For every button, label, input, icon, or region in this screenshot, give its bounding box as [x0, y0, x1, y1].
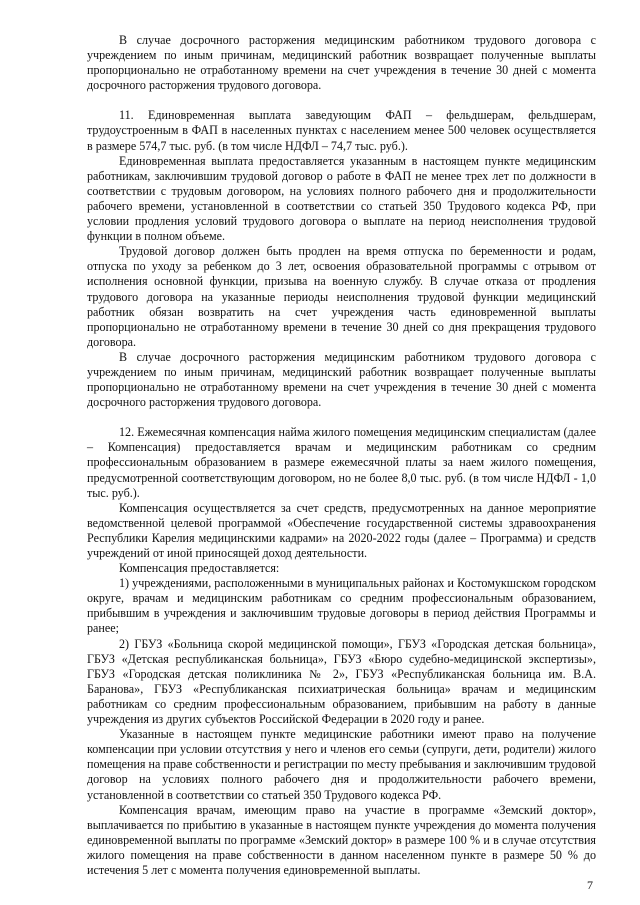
paragraph-item-11: 11. Единовременная выплата заведующим ФАП – фельдшерам, фельдшерам, трудоустроенным в ФАП в населенных пунктах с населением менее 500 человек осуществляется в размере 574,7 тыс. руб. (в том числе НДФЛ – 74,7 тыс. руб.). — [87, 108, 596, 153]
paragraph-gap — [87, 93, 596, 108]
paragraph-item-11-conditions: Единовременная выплата предоставляется указанным в настоящем пункте медицинским работникам, заключившим трудовой договор о работе в ФАП не менее трех лет по должности в соответствии с трудовым договором, на условиях полного рабочего дня и продолжительности рабочего времени, установленной в соответствии со статьей 350 Трудового кодекса РФ, при условии продления условий трудового договора о выплате на период неисполнения трудовой функции в полном объеме. — [87, 153, 596, 244]
page-number: 7 — [587, 878, 593, 892]
paragraph-item-11-extension: Трудовой договор должен быть продлен на время отпуска по беременности и родам, отпуска по уходу за ребенком до 3 лет, освоения образовательной программы с отрывом от исполнения основной функции, призыва на военную службу. В случае отказа от продления трудового договора на указанные периоды неисполнения трудовой функции медицинский работник обязан возвратить на счет учреждения часть единовременной выплаты пропорционально не отработанному времени в течение 30 дней со дня прекращения трудового договора. — [87, 244, 596, 349]
paragraph-early-termination-1: В случае досрочного расторжения медицинским работником трудового договора с учреждением по иным причинам, медицинский работник возвращает полученные выплаты пропорционально не отработанному времени на счет учреждения в течение 30 дней с момента досрочного расторжения трудового договора. — [87, 33, 596, 93]
list-item-2: 2) ГБУЗ «Больница скорой медицинской помощи», ГБУЗ «Городская детская больница», ГБУЗ «Детская республиканская больница», ГБУЗ «Бюро судебно-медицинской экспертизы», ГБУЗ «Городская детская поликлиника № 2», ГБУЗ «Республиканская больница им. В.А. Баранова», ГБУЗ «Республиканская психиатрическая больница» врачам и медицинским работникам со средним профессиональным образованием, прибывшим на работу в данные учреждения из других субъектов Российской Федерации в 2020 году и ранее. — [87, 636, 596, 727]
paragraph-item-12-provided-by: Компенсация предоставляется: — [119, 561, 280, 576]
document-body — [87, 33, 596, 878]
paragraph-item-12-funding: Компенсация осуществляется за счет средств, предусмотренных на данное мероприятие ведомственной целевой программой «Обеспечение государственной системы здравоохранения Республики Карелия медицинскими кадрами» на 2020-2022 годы (далее – Программа) и средств учреждений от иной приносящей доход деятельности. — [87, 500, 596, 560]
list-item-1: 1) учреждениями, расположенными в муниципальных районах и Костомукшском городском округе, врачам и медицинским работникам со средним профессиональным образованием, прибывшим в учреждения и заключившим трудовые договоры в период действия Программы и ранее; — [87, 576, 596, 636]
paragraph-item-12: 12. Ежемесячная компенсация найма жилого помещения медицинским специалистам (далее – Компенсация) предоставляется врачам и медицинским работникам со средним профессиональным образованием в размере ежемесячной платы за наем жилого помещения, предусмотренной соответствующим договором, но не более 8,0 тыс. руб. (в том числе НДФЛ - 1,0 тыс. руб.). — [87, 425, 596, 500]
paragraph-item-12-eligibility: Указанные в настоящем пункте медицинские работники имеют право на получение компенсации при условии отсутствия у него и членов его семьи (супруги, дети, родители) жилого помещения на праве собственности и регистрации по месту пребывания и заключившим трудовой договор на условиях полного рабочего дня и продолжительности рабочего времени, установленной в соответствии со статьей 350 Трудового кодекса РФ. — [87, 727, 596, 802]
paragraph-item-12-zemsky-doctor: Компенсация врачам, имеющим право на участие в программе «Земский доктор», выплачивается по прибытию в указанные в настоящем пункте учреждения до момента получения единовременной выплаты по программе «Земский доктор» в размере 100 % и в случае отсутствия жилого помещения на праве собственности в данном населенном пункте в размере 50 % до истечения 5 лет с момента получения единовременной выплаты. — [87, 802, 596, 877]
paragraph-early-termination-2: В случае досрочного расторжения медицинским работником трудового договора с учреждением по иным причинам, медицинский работник возвращает полученные выплаты пропорционально не отработанному времени на счет учреждения в течение 30 дней с момента досрочного расторжения трудового договора. — [87, 349, 596, 410]
paragraph-gap — [87, 410, 596, 425]
